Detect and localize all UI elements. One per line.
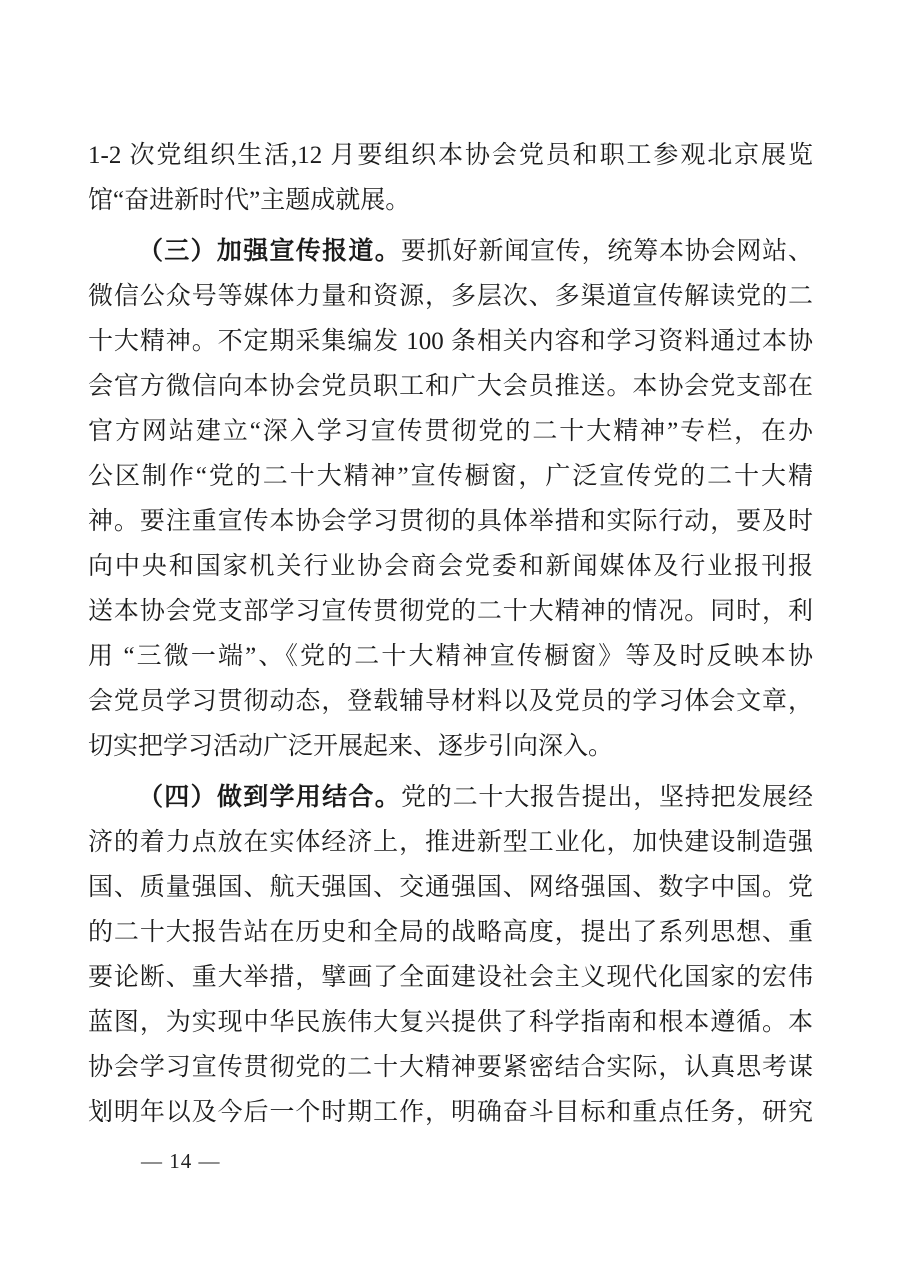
text-line: 国、质量强国、航天强国、交通强国、网络强国、数字中国。党 bbox=[88, 874, 813, 901]
text-line: 向中央和国家机关行业协会商会党委和新闻媒体及行业报刊报 bbox=[88, 553, 813, 580]
text-line: 协会学习宣传贯彻党的二十大精神要紧密结合实际，认真思考谋 bbox=[88, 1054, 813, 1081]
text-line: 十大精神。不定期采集编发 100 条相关内容和学习资料通过本协 bbox=[88, 328, 813, 355]
text-line: 济的着力点放在实体经济上，推进新型工业化，加快建设制造强 bbox=[88, 829, 813, 856]
text-line: 划明年以及今后一个时期工作，明确奋斗目标和重点任务，研究 bbox=[88, 1099, 813, 1126]
text-line: 会党员学习贯彻动态，登载辅导材料以及党员的学习体会文章， bbox=[88, 688, 813, 715]
text-line: 神。要注重宣传本协会学习贯彻的具体举措和实际行动，要及时 bbox=[88, 508, 813, 535]
section-four-lead: 党的二十大报告提出，坚持把发展经 bbox=[401, 784, 813, 811]
text-line: 要论断、重大举措，擘画了全面建设社会主义现代化国家的宏伟 bbox=[88, 964, 813, 991]
paragraph-continuation bbox=[88, 133, 813, 223]
text-line: 蓝图，为实现中华民族伟大复兴提供了科学指南和根本遵循。本 bbox=[88, 1009, 813, 1036]
paragraph-section-four bbox=[88, 775, 813, 1135]
section-three-lead: 要抓好新闻宣传，统筹本协会网站、 bbox=[401, 238, 813, 265]
text-line: 的二十大报告站在历史和全局的战略高度，提出了系列思想、重 bbox=[88, 919, 813, 946]
section-three-heading: （三）加强宣传报道。 bbox=[138, 237, 401, 265]
text-line: 切实把学习活动广泛开展起来、逐步引向深入。 bbox=[88, 733, 614, 760]
text-line: 官方网站建立“深入学习宣传贯彻党的二十大精神”专栏，在办 bbox=[88, 418, 813, 445]
text-line: 微信公众号等媒体力量和资源，多层次、多渠道宣传解读党的二 bbox=[88, 283, 813, 310]
page-footer bbox=[141, 1146, 221, 1176]
paragraph-section-three bbox=[88, 229, 813, 769]
text-line bbox=[88, 229, 813, 274]
document-body bbox=[88, 133, 813, 1135]
text-line: 馆“奋进新时代”主题成就展。 bbox=[88, 187, 411, 214]
text-line: 用 “三微一端”、《党的二十大精神宣传橱窗》等及时反映本协 bbox=[88, 643, 813, 670]
text-line: 送本协会党支部学习宣传贯彻党的二十大精神的情况。同时，利 bbox=[88, 598, 813, 625]
text-line: 会官方微信向本协会党员职工和广大会员推送。本协会党支部在 bbox=[88, 373, 813, 400]
text-line bbox=[88, 775, 813, 820]
page-number: — 14 — bbox=[141, 1149, 221, 1173]
text-line: 公区制作“党的二十大精神”宣传橱窗，广泛宣传党的二十大精 bbox=[88, 463, 813, 490]
text-line: 1-2 次党组织生活,12 月要组织本协会党员和职工参观北京展览 bbox=[88, 142, 813, 169]
section-four-heading: （四）做到学用结合。 bbox=[138, 783, 401, 811]
